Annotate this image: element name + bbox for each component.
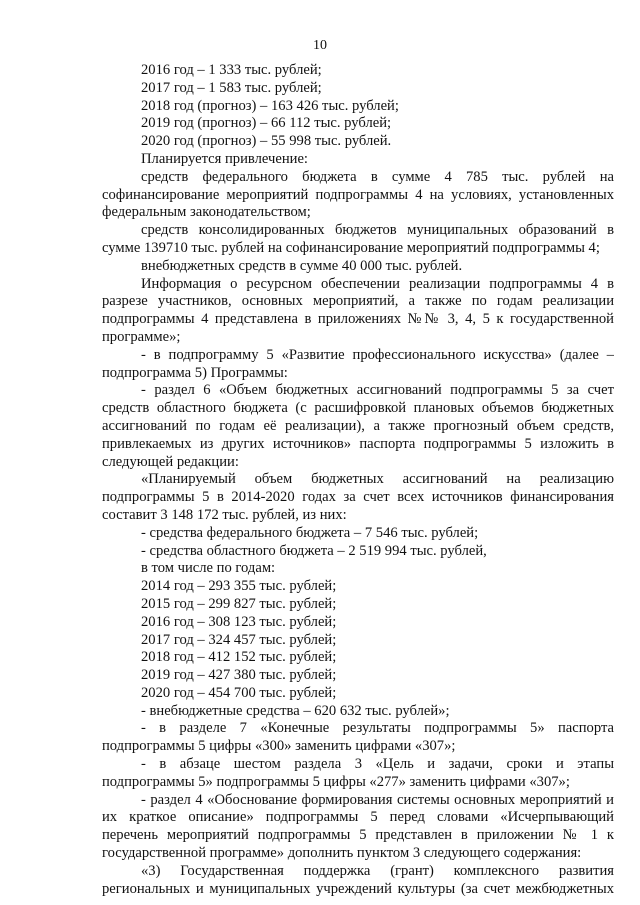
text-line: в том числе по годам: bbox=[141, 560, 276, 577]
text-line: 2020 год – 454 700 тыс. рублей; bbox=[141, 684, 337, 701]
text-line: программе»; bbox=[102, 328, 181, 345]
text-line: 2016 год – 1 333 тыс. рублей; bbox=[141, 62, 322, 78]
text-line: Информация о ресурсном обеспечении реализации подпрограммы 4 в bbox=[141, 275, 614, 292]
text-line: софинансирование мероприятий подпрограммы 4 на условиях, установленных bbox=[102, 186, 614, 203]
text-line: 2019 год – 427 380 тыс. рублей; bbox=[141, 667, 337, 684]
text-line: - средства федерального бюджета – 7 546 тыс. рублей; bbox=[141, 524, 479, 541]
text-line: 2014 год – 293 355 тыс. рублей; bbox=[141, 578, 337, 595]
text-line: сумме 139710 тыс. рублей на софинансирование мероприятий подпрограммы 4; bbox=[102, 239, 600, 256]
text-line: федеральным законодательством; bbox=[102, 204, 311, 221]
text-line: - в подпрограмму 5 «Развитие профессионального искусства» (далее – bbox=[141, 346, 614, 363]
text-line: средств федерального бюджета в сумме 4 785 тыс. рублей на bbox=[141, 168, 614, 185]
text-line: разрезе участников, основных мероприятий, а также по годам реализации bbox=[102, 293, 614, 310]
text-line: - раздел 4 «Обоснование формирования системы основных мероприятий и bbox=[141, 791, 614, 808]
text-line: Планируется привлечение: bbox=[141, 150, 308, 167]
text-line: 2018 год – 412 152 тыс. рублей; bbox=[141, 649, 337, 666]
text-line: средств областного бюджета (с расшифровкой плановых объемов бюджетных bbox=[102, 400, 614, 417]
text-line: перечень мероприятий подпрограммы 5 представлен в приложении № 1 к bbox=[102, 827, 614, 844]
text-line: их краткое описание» подпрограммы 5 перед словами «Исчерпывающий bbox=[102, 809, 614, 826]
text-line: - в абзаце шестом раздела 3 «Цель и задачи, сроки и этапы bbox=[141, 756, 614, 773]
text-line: - внебюджетные средства – 620 632 тыс. рублей»; bbox=[141, 702, 450, 719]
text-line: 2019 год (прогноз) – 66 112 тыс. рублей; bbox=[141, 115, 392, 132]
text-line: «3) Государственная поддержка (грант) комплексного развития bbox=[141, 862, 614, 879]
text-line: подпрограммы 5 цифры «300» заменить цифрами «307»; bbox=[102, 738, 456, 755]
text-line: 2018 год (прогноз) – 163 426 тыс. рублей; bbox=[141, 97, 399, 114]
text-line: подпрограммы 4 представлена в приложениях №№ 3, 4, 5 к государственной bbox=[102, 311, 614, 328]
text-line: 2020 год (прогноз) – 55 998 тыс. рублей. bbox=[141, 133, 392, 150]
document-body bbox=[102, 62, 614, 898]
text-line: привлекаемых из других источников» паспорта подпрограммы 5 изложить в bbox=[102, 435, 614, 452]
text-line: 2017 год – 324 457 тыс. рублей; bbox=[141, 631, 337, 648]
text-line: - раздел 6 «Объем бюджетных ассигнований подпрограммы 5 за счет bbox=[141, 382, 614, 399]
text-line: подпрограммы 5» подпрограммы 5 цифры «277» заменить цифрами «307»; bbox=[102, 773, 570, 790]
text-line: внебюджетных средств в сумме 40 000 тыс. рублей. bbox=[141, 257, 463, 274]
text-line: «Планируемый объем бюджетных ассигнований на реализацию bbox=[141, 471, 614, 488]
text-line: 2015 год – 299 827 тыс. рублей; bbox=[141, 595, 337, 612]
text-line: государственной программе» дополнить пунктом 3 следующего содержания: bbox=[102, 845, 582, 862]
text-line: подпрограмма 5) Программы: bbox=[102, 364, 288, 381]
text-line: подпрограммы 5 в 2014-2020 годах за счет всех источников финансирования bbox=[102, 489, 614, 506]
text-line: составит 3 148 172 тыс. рублей, из них: bbox=[102, 506, 347, 523]
text-line: региональных и муниципальных учреждений культуры (за счет межбюджетных bbox=[102, 880, 614, 897]
text-line: ассигнований по годам её реализации), а также прогнозный объем средств, bbox=[102, 417, 614, 434]
text-line: - средства областного бюджета – 2 519 994 тыс. рублей, bbox=[141, 542, 487, 559]
page-number: 10 bbox=[313, 38, 327, 53]
text-line: следующей редакции: bbox=[102, 453, 239, 470]
text-line: средств консолидированных бюджетов муниципальных образований в bbox=[141, 222, 614, 239]
text-line: - в разделе 7 «Конечные результаты подпрограммы 5» паспорта bbox=[141, 720, 614, 737]
text-line: 2017 год – 1 583 тыс. рублей; bbox=[141, 79, 322, 96]
text-line: 2016 год – 308 123 тыс. рублей; bbox=[141, 613, 337, 630]
